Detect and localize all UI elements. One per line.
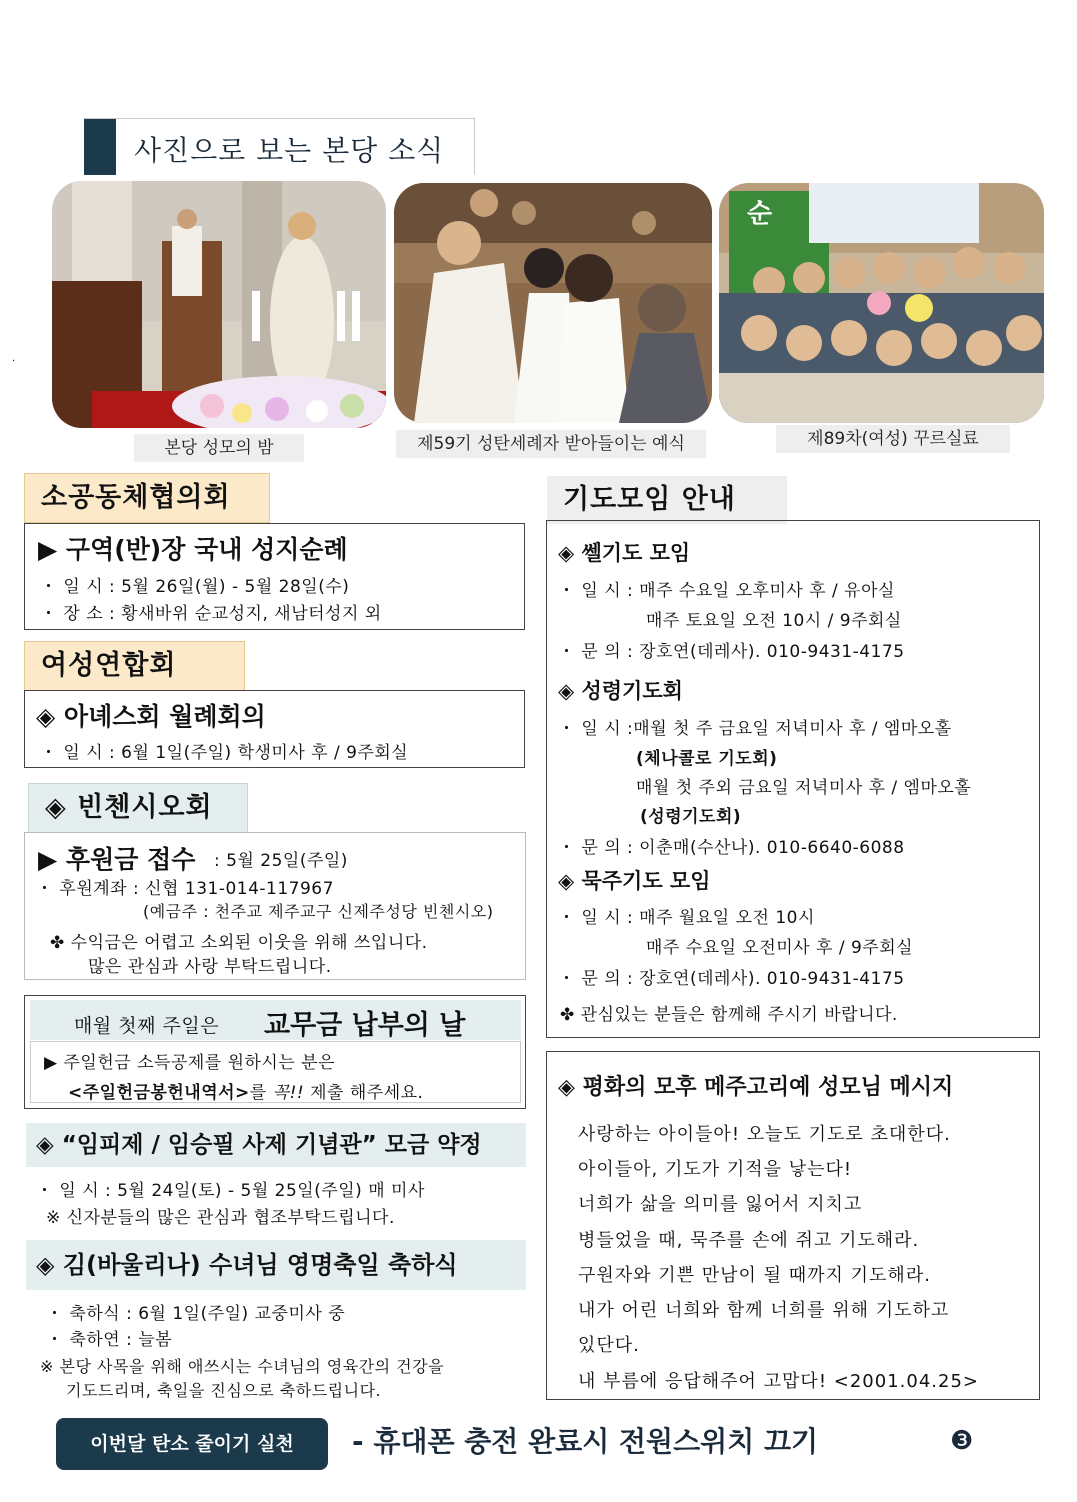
feast-note-2: 기도드리며, 축일을 진심으로 축하드립니다.	[66, 1381, 382, 1400]
donation-holder: (예금주 : 천주교 제주교구 신제주성당 빈첸시오)	[143, 902, 494, 921]
photo-marian-night	[52, 181, 386, 428]
page-number: ❸	[950, 1426, 974, 1456]
carbon-badge: 이번달 탄소 줄이기 실천	[56, 1418, 328, 1470]
tithe-particle: 를	[249, 1083, 267, 1103]
section-title-prayer: 기도모임 안내	[547, 476, 787, 524]
message-line: 내 부름에 응답해주어 고맙다! <2001.04.25>	[578, 1371, 979, 1392]
tithe-note-1: ▶ 주일헌금 소득공제를 원하시는 분은	[44, 1053, 336, 1073]
memorial-date: ・ 일 시 : 5월 24일(토) - 5월 25일(주일) 매 미사	[36, 1181, 425, 1201]
section-title-memorial: ◈ “임피제 / 임승필 사제 기념관” 모금 약정	[26, 1123, 526, 1167]
photo-baptism-rite	[394, 183, 712, 423]
prayer-rosary-time-2: 매주 수요일 오전미사 후 / 9주회실	[646, 938, 914, 958]
banner-text: 순	[747, 199, 773, 229]
prayer-rosary-contact: ・ 문 의 : 장호연(데레사). 010-9431-4175	[558, 969, 905, 989]
section-title-women: 여성연합회	[24, 641, 245, 691]
message-line: 내가 어린 너희와 함께 너희를 위해 기도하고	[578, 1300, 950, 1321]
header-accent-bar	[84, 119, 116, 175]
section-title-feast: ◈ 김(바울리나) 수녀님 영명축일 축하식	[26, 1240, 526, 1290]
prayer-cell-time-1: ・ 일 시 : 매주 수요일 오후미사 후 / 유아실	[558, 581, 895, 601]
section-title-small-community: 소공동체협의회	[24, 473, 270, 523]
message-line: 너희가 삶을 의미를 잃어서 지치고	[578, 1194, 863, 1215]
prayer-spirit-group-2: (성령기도회)	[640, 807, 742, 827]
stray-dot: ·	[12, 356, 16, 367]
photo-cursillo-group	[719, 183, 1044, 423]
prayer-rosary-title: ◈ 묵주기도 모임	[558, 869, 711, 893]
feast-time: ・ 축하식 : 6월 1일(주일) 교중미사 중	[46, 1304, 346, 1324]
tithe-form-name: <주일헌금봉헌내역서>	[68, 1083, 250, 1103]
donation-note-1: ✤ 수익금은 어렵고 소외된 이웃을 위해 쓰입니다.	[50, 933, 428, 953]
donation-note-2: 많은 관심과 사랑 부탁드립니다.	[88, 957, 332, 977]
item-pilgrimage: ▶ 구역(반)장 국내 성지순례	[38, 535, 348, 564]
item-donation: ▶ 후원금 접수	[38, 845, 196, 874]
prayer-spirit-contact: ・ 문 의 : 이춘매(수산나). 010-6640-6088	[558, 838, 905, 858]
photo-caption-1: 본당 성모의 밤	[134, 434, 304, 462]
tithe-prefix: 매월 첫째 주일은	[74, 1015, 220, 1037]
tithe-note-2	[68, 1078, 423, 1103]
prayer-cell-contact: ・ 문 의 : 장호연(데레사). 010-9431-4175	[558, 642, 905, 662]
prayer-note: ✤ 관심있는 분들은 함께해 주시기 바랍니다.	[560, 1005, 898, 1025]
feast-party: ・ 축하연 : 늘봄	[46, 1330, 173, 1350]
prayer-spirit-group-1: (체나콜로 기도회)	[636, 749, 778, 769]
prayer-cell-title: ◈ 쎌기도 모임	[558, 541, 691, 565]
tithe-title: 교무금 납부의 날	[264, 1010, 466, 1041]
tithe-submit: 제출 해주세요.	[310, 1083, 424, 1103]
agnes-date: ・ 일 시 : 6월 1일(주일) 학생미사 후 / 9주회실	[40, 743, 409, 763]
prayer-spirit-time-1: ・ 일 시 :매월 첫 주 금요일 저녁미사 후 / 엠마오홀	[558, 719, 952, 739]
message-line: 구원자와 기쁜 만남이 될 때까지 기도해라.	[578, 1265, 931, 1286]
donation-account: ・ 후원계좌 : 신협 131-014-117967	[36, 879, 334, 899]
message-line: 있단다.	[578, 1335, 640, 1356]
donation-date: : 5월 25일(주일)	[214, 851, 348, 871]
message-line: 병들었을 때, 묵주를 손에 쥐고 기도해라.	[578, 1230, 920, 1251]
carbon-action: - 휴대폰 충전 완료시 전원스위치 끄기	[352, 1425, 819, 1458]
prayer-rosary-time-1: ・ 일 시 : 매주 월요일 오전 10시	[558, 908, 815, 928]
photo-caption-2: 제59기 성탄세례자 받아들이는 예식	[396, 430, 706, 458]
photo-caption-3: 제89차(여성) 꾸르실료	[776, 425, 1010, 453]
section-title-vincent: ◈ 빈첸시오회	[28, 783, 248, 833]
page-title: 사진으로 보는 본당 소식	[134, 134, 445, 167]
pilgrimage-place: ・ 장 소 : 황새바위 순교성지, 새남터성지 외	[40, 604, 382, 624]
prayer-cell-time-2: 매주 토요일 오전 10시 / 9주회실	[646, 611, 902, 631]
medjugorje-title: ◈ 평화의 모후 메주고리예 성모님 메시지	[558, 1075, 954, 1100]
prayer-spirit-title: ◈ 성령기도회	[558, 679, 683, 703]
tithe-emphasis: 꼭!!	[272, 1083, 305, 1103]
pilgrimage-date: ・ 일 시 : 5월 26일(월) - 5월 28일(수)	[40, 577, 350, 597]
message-line: 사랑하는 아이들아! 오늘도 기도로 초대한다.	[578, 1124, 951, 1145]
section-header	[84, 118, 475, 175]
message-line: 아이들아, 기도가 기적을 낳는다!	[578, 1159, 853, 1180]
item-agnes: ◈ 아녜스회 월례회의	[36, 702, 266, 731]
prayer-spirit-time-2: 매월 첫 주외 금요일 저녁미사 후 / 엠마오홀	[636, 778, 972, 798]
memorial-note: ※ 신자분들의 많은 관심과 협조부탁드립니다.	[46, 1208, 395, 1228]
feast-note-1: ※ 본당 사목을 위해 애쓰시는 수녀님의 영육간의 건강을	[40, 1357, 445, 1376]
